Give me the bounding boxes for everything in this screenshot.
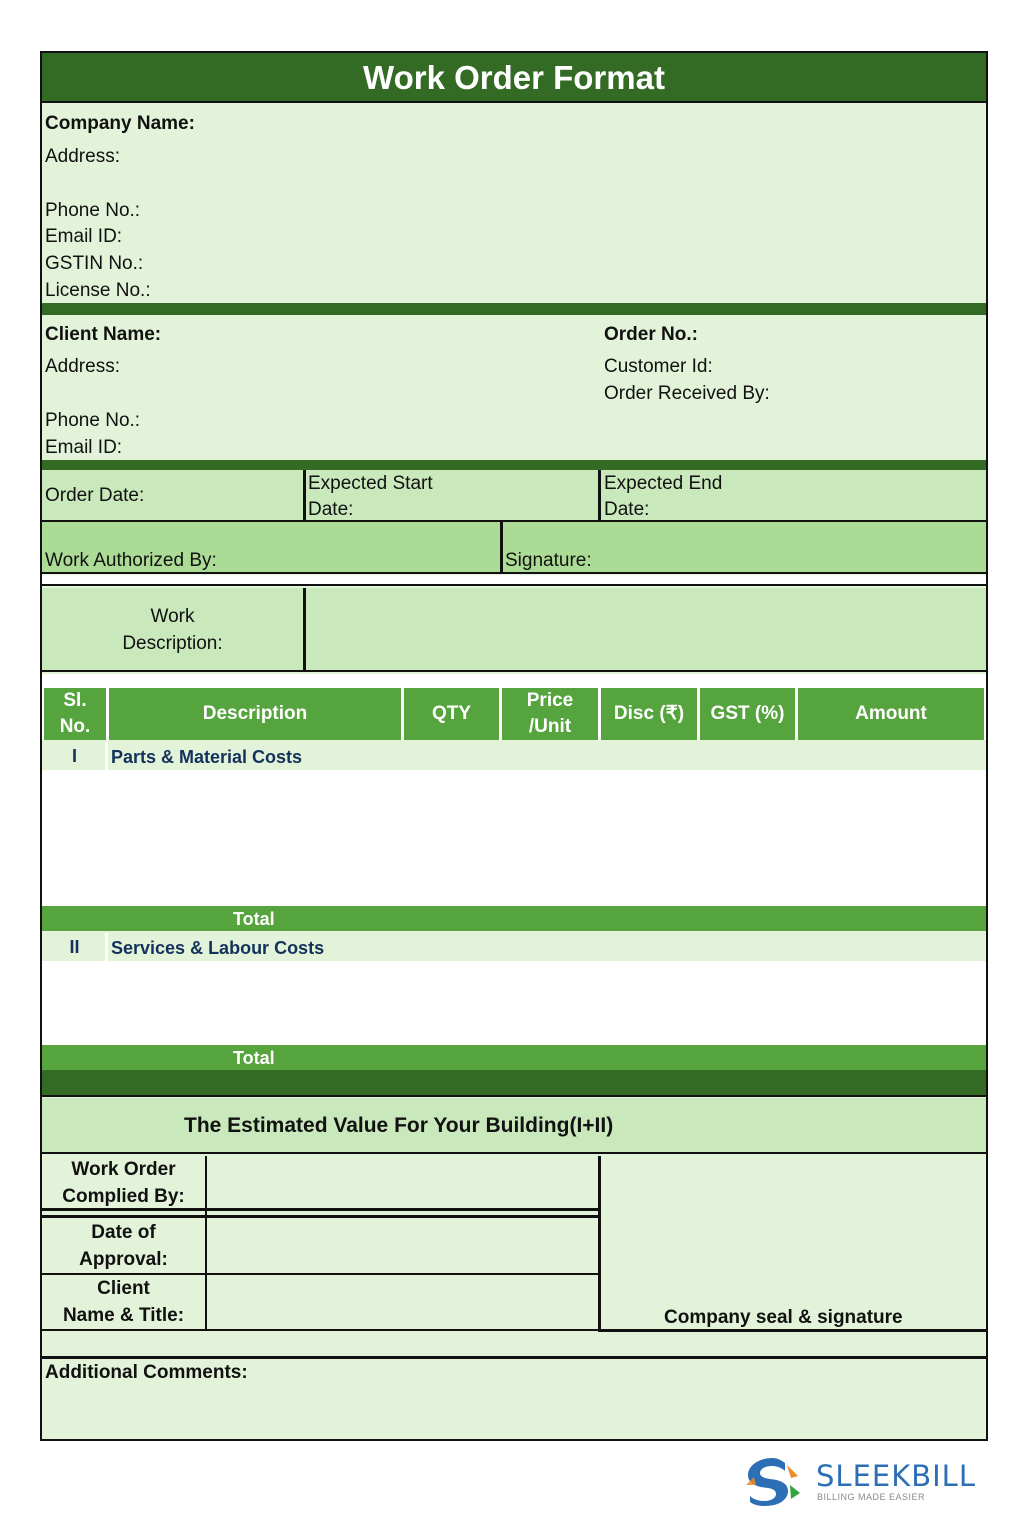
complied-by-label — [42, 1157, 205, 1208]
column-header-gst: GST (%) — [700, 688, 795, 740]
company-gstin-label: GSTIN No.: — [45, 253, 144, 274]
company-email-label: Email ID: — [45, 226, 123, 247]
order-received-by-label: Order Received By: — [604, 383, 770, 404]
client-name-title-label — [42, 1275, 205, 1329]
logo-tagline: BILLING MADE EASIER — [817, 1492, 926, 1502]
client-email-label: Email ID: — [45, 437, 123, 458]
expected-end-label-2: Date: — [604, 499, 650, 520]
section-divider — [42, 460, 986, 470]
footer-divider — [205, 1156, 207, 1330]
work-description-line1: Work — [150, 606, 195, 627]
price-line2: /Unit — [528, 716, 572, 737]
client-name-label: Client Name: — [45, 324, 162, 345]
footer-divider — [598, 1329, 986, 1332]
dates-divider — [598, 470, 601, 522]
work-description-line2: Description: — [122, 633, 223, 654]
expected-start-label-2: Date: — [308, 499, 354, 520]
logo-name: SLEEKBILL — [816, 1459, 976, 1493]
column-header-disc: Disc (₹) — [601, 688, 697, 740]
page-title: Work Order Format — [363, 59, 665, 96]
column-header-price — [502, 688, 598, 740]
sleekbill-logo — [744, 1455, 976, 1510]
work-authorized-by-label: Work Authorized By: — [45, 550, 217, 571]
section-items-area — [42, 770, 986, 906]
work-description-divider — [303, 588, 306, 672]
company-address-label: Address: — [45, 146, 120, 167]
approval-line2: Approval: — [79, 1248, 168, 1270]
section-number: II — [69, 936, 80, 957]
company-phone-label: Phone No.: — [45, 200, 141, 221]
total-label: Total — [233, 909, 275, 929]
estimated-value-label: The Estimated Value For Your Building(I+II) — [184, 1114, 614, 1137]
spacer — [42, 674, 986, 688]
order-date-label: Order Date: — [45, 485, 145, 506]
customer-id-label: Customer Id: — [604, 356, 713, 377]
total-row — [42, 906, 986, 931]
company-name-label: Company Name: — [45, 113, 195, 134]
column-header-qty: QTY — [404, 688, 499, 740]
expected-end-label: Expected End — [604, 473, 723, 494]
column-header-description: Description — [109, 688, 401, 740]
footer-divider — [42, 1356, 986, 1359]
expected-start-label: Expected Start — [308, 473, 433, 494]
approval-date-label — [42, 1218, 205, 1273]
approval-line1: Date of — [91, 1221, 156, 1243]
column-header-amount: Amount — [798, 688, 984, 740]
client-line1: Client — [97, 1278, 150, 1299]
client-phone-label: Phone No.: — [45, 410, 141, 431]
complied-line2: Complied By: — [62, 1185, 185, 1207]
section-items-area — [42, 961, 986, 1045]
sl-line1: Sl. — [63, 690, 87, 712]
dates-divider — [303, 470, 306, 522]
company-seal-label: Company seal & signature — [664, 1307, 903, 1328]
footer-divider — [42, 1329, 600, 1331]
client-address-label: Address: — [45, 356, 120, 377]
column-header-sl-no — [44, 688, 106, 740]
section-divider — [42, 1070, 986, 1097]
sleekbill-s-icon — [744, 1455, 802, 1507]
total-label: Total — [233, 1048, 275, 1068]
section-number: I — [71, 745, 77, 766]
company-license-label: License No.: — [45, 280, 151, 301]
spacer — [42, 575, 986, 586]
work-description-label — [42, 588, 303, 672]
section-divider — [42, 303, 986, 315]
complied-line1: Work Order — [71, 1158, 176, 1180]
signature-label: Signature: — [505, 550, 592, 571]
client-line2: Name & Title: — [62, 1305, 185, 1326]
section-number-cell — [105, 933, 108, 961]
section-title: Services & Labour Costs — [111, 938, 325, 958]
section-number-cell — [105, 742, 108, 770]
price-line1: Price — [526, 690, 574, 712]
sl-line2: No. — [59, 716, 91, 737]
footer-divider — [598, 1156, 601, 1332]
authorization-divider — [500, 522, 503, 574]
section-title: Parts & Material Costs — [111, 747, 303, 767]
order-no-label: Order No.: — [604, 324, 698, 345]
dates-row — [42, 470, 986, 522]
additional-comments-label: Additional Comments: — [45, 1362, 248, 1383]
total-row — [42, 1045, 986, 1070]
